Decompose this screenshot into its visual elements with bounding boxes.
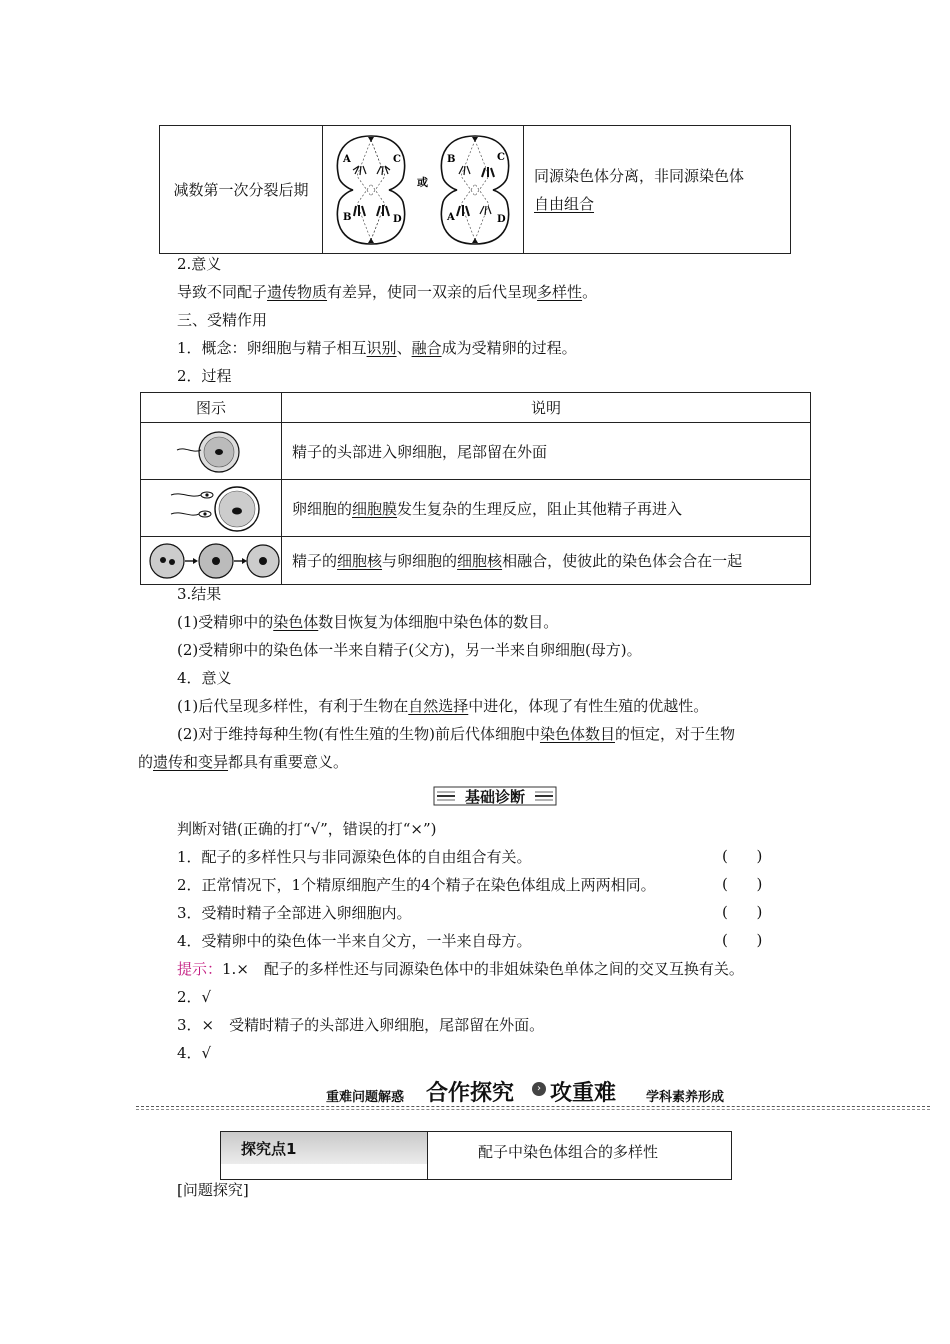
- label-a-left: A: [343, 154, 351, 165]
- banner-divider: [136, 1106, 930, 1107]
- header-desc: 说明: [282, 393, 811, 423]
- concept-text: 1．概念：卵细胞与精子相互识别、融合成为受精卵的过程。: [177, 339, 577, 357]
- stage-text: 减数第一次分裂后期: [173, 180, 309, 199]
- or-label: 或: [417, 176, 428, 189]
- row1-desc: 精子的头部进入卵细胞，尾部留在外面: [282, 423, 811, 480]
- diagnosis-banner: [433, 785, 557, 807]
- row3-figure: [141, 537, 282, 585]
- arrow-circle-icon: ›: [532, 1082, 546, 1096]
- significance-title: 4．意义: [177, 669, 232, 687]
- section-banner-left: 重难问题解惑: [326, 1090, 405, 1105]
- fertilization-heading: 三、受精作用: [177, 311, 268, 329]
- row2-figure: [141, 480, 282, 537]
- diagnosis-item-1: 1．配子的多样性只与非同源染色体的自由组合有关。: [177, 848, 532, 866]
- meiosis-diagram-cell: [323, 126, 524, 254]
- row3-desc: 精子的细胞核与卵细胞的细胞核相融合，使彼此的染色体会合在一起: [282, 537, 811, 585]
- diagnosis-instruction: 判断对错(正确的打“√”，错误的打“×”): [177, 820, 437, 838]
- process-title: 2．过程: [177, 367, 232, 385]
- row2-desc: 卵细胞的细胞膜发生复杂的生理反应，阻止其他精子再进入: [282, 480, 811, 537]
- label-d-left: D: [393, 214, 402, 225]
- meiosis-table: [159, 125, 791, 254]
- explore-tag: 探究点1: [241, 1140, 297, 1158]
- label-b-left: B: [343, 212, 352, 223]
- label-d-right: D: [497, 214, 506, 225]
- result-title: 3.结果: [177, 585, 222, 603]
- meaning-title: 2.意义: [177, 255, 222, 273]
- stage-cell: [160, 126, 323, 254]
- banner-divider-2: [136, 1109, 930, 1110]
- answer-blank-2[interactable]: ( ): [722, 875, 763, 893]
- problem-explore-heading: [问题探究]: [177, 1181, 249, 1199]
- desc-cell: [524, 126, 791, 254]
- desc-text: 同源染色体分离，非同源染色体: [534, 166, 745, 185]
- answer-blank-3[interactable]: ( ): [722, 903, 763, 921]
- section-banner-right: 学科素养形成: [646, 1090, 725, 1105]
- hint-line-3: 3．× 受精时精子的头部进入卵细胞，尾部留在外面。: [177, 1016, 545, 1034]
- label-a-right: A: [447, 212, 455, 223]
- result-line-1: (1)受精卵中的染色体数目恢复为体细胞中染色体的数目。: [177, 613, 559, 631]
- header-img: 图示: [141, 393, 282, 423]
- significance-line-1: (1)后代呈现多样性，有利于生物在自然选择中进化，体现了有性生殖的优越性。: [177, 697, 709, 715]
- significance-line-2: (2)对于维持每种生物(有性生殖的生物)前后代体细胞中染色体数目的恒定，对于生物: [177, 725, 735, 743]
- label-c-right: C: [497, 152, 505, 163]
- membrane-reaction-figure: [141, 481, 281, 536]
- section-banner: [136, 1076, 930, 1112]
- hint-line-2: 2．√: [177, 988, 212, 1006]
- fertilization-process-table: [140, 392, 811, 585]
- hint-line-1: 提示：1.× 配子的多样性还与同源染色体中的非姐妹染色单体之间的交叉互换有关。: [177, 960, 744, 978]
- explore-box: [220, 1131, 732, 1180]
- answer-blank-4[interactable]: ( ): [722, 931, 763, 949]
- diagnosis-item-4: 4．受精卵中的染色体一半来自父方，一半来自母方。: [177, 932, 532, 950]
- row1-figure: [141, 423, 282, 480]
- explore-title: 配子中染色体组合的多样性: [478, 1143, 659, 1161]
- meaning-text: 导致不同配子遗传物质有差异，使同一双亲的后代呈现多样性。: [177, 283, 598, 301]
- section-banner-main-2: 攻重难: [550, 1081, 617, 1106]
- sperm-entering-figure: [141, 424, 281, 479]
- significance-line-3: 的遗传和变异都具有重要意义。: [138, 753, 349, 771]
- label-c-left: C: [393, 154, 401, 165]
- label-b-right: B: [447, 154, 456, 165]
- diagnosis-banner-title: 基础诊断: [464, 788, 525, 806]
- hint-label: 提示：: [177, 960, 223, 978]
- result-line-2: (2)受精卵中的染色体一半来自精子(父方)，另一半来自卵细胞(母方)。: [177, 641, 642, 659]
- hint-line-4: 4．√: [177, 1044, 212, 1062]
- diagnosis-item-3: 3．受精时精子全部进入卵细胞内。: [177, 904, 412, 922]
- anaphase-diagram: [323, 126, 523, 253]
- desc-underline: 自由组合: [534, 194, 595, 213]
- nucleus-fusion-figure: [141, 538, 281, 584]
- section-banner-main: 合作探究: [426, 1081, 515, 1106]
- answer-blank-1[interactable]: ( ): [722, 847, 763, 865]
- diagnosis-item-2: 2．正常情况下，1个精原细胞产生的4个精子在染色体组成上两两相同。: [177, 876, 656, 894]
